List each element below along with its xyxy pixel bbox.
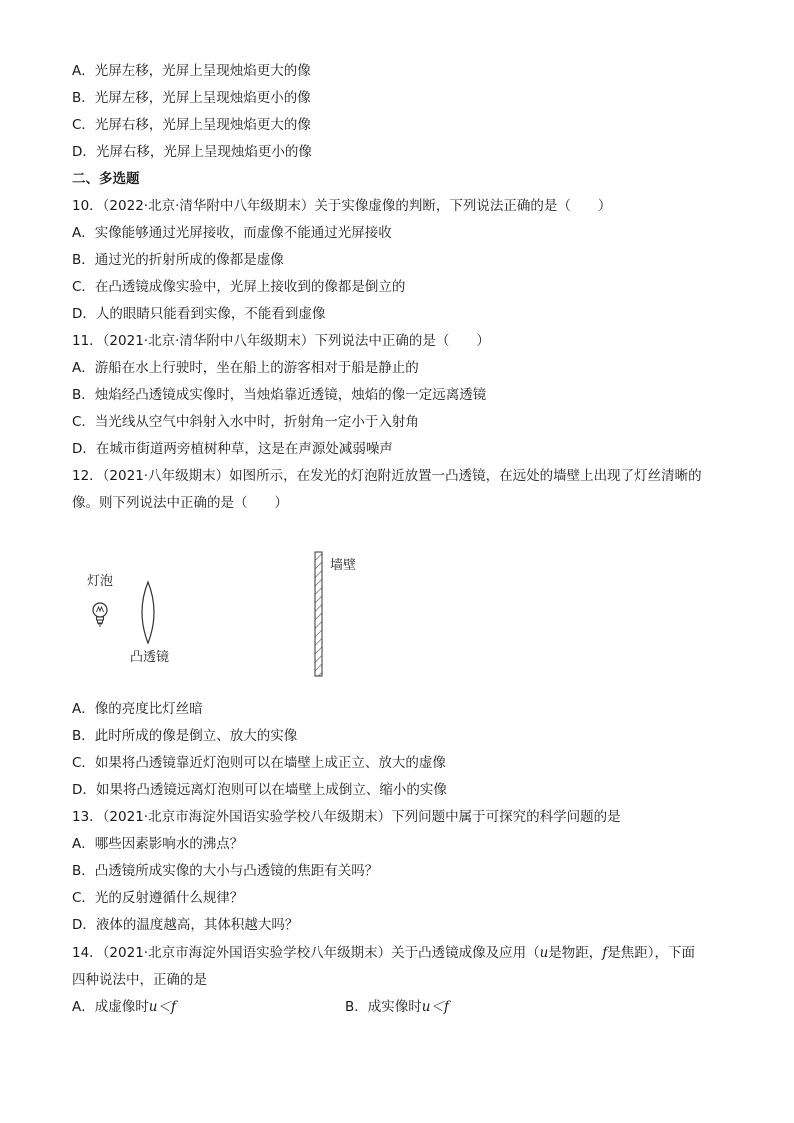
q12-option-b: B．此时所成的像是倒立、放大的实像 xyxy=(72,728,298,744)
q11-stem: 11．（2021·北京·清华附中八年级期末）下列说法中正确的是（ ） xyxy=(72,333,490,349)
q14-stem-part-a: 14．（2021·北京市海淀外国语实验学校八年级期末）关于凸透镜成像及应用（ xyxy=(72,945,540,961)
q12-stem-line2: 像。则下列说法中正确的是（ ） xyxy=(72,495,288,511)
q14-option-b xyxy=(345,998,449,1016)
q14-stem-line1 xyxy=(72,944,695,962)
light-bulb-icon xyxy=(93,603,107,626)
f-symbol: f xyxy=(602,945,608,961)
q14-option-a-relation: u＜f xyxy=(148,999,176,1015)
wall-label: 墙壁 xyxy=(330,558,357,573)
q10-stem: 10．（2022·北京·清华附中八年级期末）关于实像虚像的判断，下列说法正确的是（ ） xyxy=(72,198,612,214)
optics-diagram xyxy=(72,540,412,690)
q9-option-a: A．光屏左移，光屏上呈现烛焰更大的像 xyxy=(72,63,311,79)
q12-option-d: D．如果将凸透镜远离灯泡则可以在墙壁上成倒立、缩小的实像 xyxy=(72,782,447,798)
q10-option-a: A．实像能够通过光屏接收，而虚像不能通过光屏接收 xyxy=(72,225,392,241)
q13-option-a: A．哪些因素影响水的沸点？ xyxy=(72,836,244,852)
q10-option-b: B．通过光的折射所成的像都是虚像 xyxy=(72,252,284,268)
q14-option-a xyxy=(72,998,176,1016)
wall-shape xyxy=(315,552,322,676)
bulb-label: 灯泡 xyxy=(87,574,114,589)
lens-label: 凸透镜 xyxy=(130,650,170,665)
q11-option-a: A．游船在水上行驶时，坐在船上的游客相对于船是静止的 xyxy=(72,360,419,376)
q14-stem-line2: 四种说法中，正确的是 xyxy=(72,972,207,988)
q13-option-b: B．凸透镜所成实像的大小与凸透镜的焦距有关吗？ xyxy=(72,863,379,879)
q14-option-b-relation: u＜f xyxy=(421,999,449,1015)
q13-stem: 13．（2021·北京市海淀外国语实验学校八年级期末）下列问题中属于可探究的科学问题的是 xyxy=(72,809,621,825)
u-symbol: u xyxy=(539,945,549,961)
q11-option-c: C．当光线从空气中斜射入水中时，折射角一定小于入射角 xyxy=(72,414,419,430)
convex-lens-shape xyxy=(142,582,154,643)
q13-option-d: D．液体的温度越高，其体积越大吗？ xyxy=(72,917,299,933)
q10-option-d: D．人的眼睛只能看到实像，不能看到虚像 xyxy=(72,306,326,322)
q11-option-b: B．烛焰经凸透镜成实像时，当烛焰靠近透镜，烛焰的像一定远离透镜 xyxy=(72,387,487,403)
q12-stem-line1: 12．（2021·八年级期末）如图所示，在发光的灯泡附近放置一凸透镜，在远处的墙壁上出现了灯丝清晰的 xyxy=(72,468,702,484)
q12-option-a: A．像的亮度比灯丝暗 xyxy=(72,701,203,717)
q13-option-c: C．光的反射遵循什么规律？ xyxy=(72,890,244,906)
q9-option-b: B．光屏左移，光屏上呈现烛焰更小的像 xyxy=(72,90,311,106)
q14-stem-part-b: 是物距， xyxy=(548,945,603,961)
q14-stem-part-c: 是焦距），下面 xyxy=(607,945,696,961)
q9-option-d: D．光屏右移，光屏上呈现烛焰更小的像 xyxy=(72,144,312,160)
q14-option-b-prefix: B．成实像时 xyxy=(345,999,422,1015)
q12-figure xyxy=(72,540,412,690)
q9-option-c: C．光屏右移，光屏上呈现烛焰更大的像 xyxy=(72,117,311,133)
q11-option-d: D．在城市街道两旁植树种草，这是在声源处减弱噪声 xyxy=(72,441,393,457)
q10-option-c: C．在凸透镜成像实验中，光屏上接收到的像都是倒立的 xyxy=(72,279,406,295)
section-title: 二、多选题 xyxy=(72,171,140,187)
q14-option-a-prefix: A．成虚像时 xyxy=(72,999,149,1015)
q12-option-c: C．如果将凸透镜靠近灯泡则可以在墙壁上成正立、放大的虚像 xyxy=(72,755,446,771)
